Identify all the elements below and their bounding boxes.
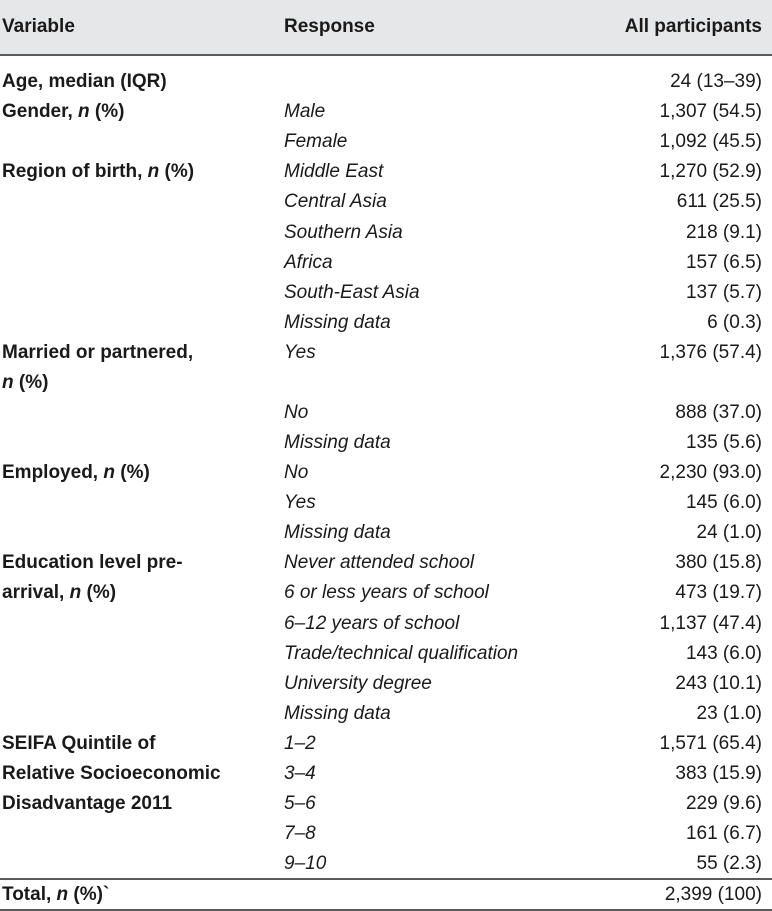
table-row — [0, 759, 772, 789]
value-cell: 611 (25.5) — [676, 191, 762, 212]
table-row — [0, 398, 772, 428]
response-cell: Middle East — [284, 161, 384, 182]
value-cell: 1,307 (54.5) — [659, 101, 762, 122]
value-cell: 243 (10.1) — [675, 673, 762, 694]
table-row — [0, 278, 772, 308]
value-cell: 1,270 (52.9) — [659, 161, 762, 182]
value-cell: 218 (9.1) — [685, 222, 762, 243]
table-row — [0, 789, 772, 819]
table-row-age — [0, 67, 772, 97]
value-cell: 157 (6.5) — [685, 252, 762, 273]
value-cell: 137 (5.7) — [685, 282, 762, 303]
variable-seifa-line1: SEIFA Quintile of — [2, 733, 156, 754]
table-row — [0, 669, 772, 699]
table-row — [0, 518, 772, 548]
response-cell: Missing data — [284, 522, 391, 543]
value-cell: 1,571 (65.4) — [659, 733, 762, 754]
response-cell: Yes — [284, 342, 316, 363]
table-row — [0, 157, 772, 187]
value-cell: 55 (2.3) — [696, 853, 762, 874]
variable-seifa-line2: Relative Socioeconomic — [2, 763, 221, 784]
variable-married-line2: n (%) — [2, 372, 49, 393]
value-cell: 135 (5.6) — [685, 432, 762, 453]
table-row — [0, 699, 772, 729]
value-cell: 143 (6.0) — [685, 643, 762, 664]
response-cell: 6 or less years of school — [284, 582, 489, 603]
value-cell: 473 (19.7) — [675, 582, 762, 603]
response-cell: 7–8 — [284, 823, 316, 844]
header-response: Response — [284, 16, 375, 37]
response-cell: Africa — [284, 252, 333, 273]
value-cell: 380 (15.8) — [675, 552, 762, 573]
table-row — [0, 428, 772, 458]
response-cell: Missing data — [284, 432, 391, 453]
variable-gender: Gender, n (%) — [2, 101, 125, 122]
value-cell: 383 (15.9) — [675, 763, 762, 784]
response-cell: Male — [284, 101, 326, 122]
response-cell: University degree — [284, 673, 432, 694]
response-cell: No — [284, 462, 309, 483]
response-cell: 5–6 — [284, 793, 316, 814]
table-row — [0, 488, 772, 518]
value-cell: 229 (9.6) — [685, 793, 762, 814]
response-cell: Missing data — [284, 312, 391, 333]
variable-employed: Employed, n (%) — [2, 462, 150, 483]
response-cell: South-East Asia — [284, 282, 420, 303]
variable-age: Age, median (IQR) — [2, 71, 167, 92]
table-row — [0, 609, 772, 639]
table-row — [0, 578, 772, 608]
response-cell: 9–10 — [284, 853, 327, 874]
response-cell: Female — [284, 131, 348, 152]
value-cell: 1,376 (57.4) — [659, 342, 762, 363]
value-cell: 23 (1.0) — [696, 703, 762, 724]
table-row — [0, 338, 772, 368]
table-header — [0, 0, 772, 56]
table-row-total — [0, 880, 772, 910]
table-row — [0, 248, 772, 278]
table-row — [0, 849, 772, 879]
table-row — [0, 97, 772, 127]
table-row — [0, 308, 772, 338]
variable-married-line1: Married or partnered, — [2, 342, 194, 363]
value-cell: 2,230 (93.0) — [659, 462, 762, 483]
table-row — [0, 458, 772, 488]
value-cell: 888 (37.0) — [675, 402, 762, 423]
table-row — [0, 819, 772, 849]
variable-education-line1: Education level pre- — [2, 552, 183, 573]
header-all-participants: All participants — [624, 16, 762, 37]
value-total: 2,399 (100) — [664, 884, 762, 905]
response-cell: Southern Asia — [284, 222, 403, 243]
value-age: 24 (13–39) — [670, 71, 762, 92]
response-cell: 3–4 — [284, 763, 316, 784]
variable-seifa-line3: Disadvantage 2011 — [2, 793, 173, 814]
table-row — [0, 639, 772, 669]
table-row — [0, 187, 772, 217]
variable-total: Total, n (%)` — [2, 884, 110, 905]
value-cell: 6 (0.3) — [707, 312, 762, 333]
response-cell: Never attended school — [284, 552, 475, 573]
value-cell: 145 (6.0) — [685, 492, 762, 513]
response-cell: Missing data — [284, 703, 391, 724]
value-cell: 1,137 (47.4) — [659, 613, 762, 634]
variable-education-line2: arrival, n (%) — [2, 582, 117, 603]
response-cell: Trade/technical qualification — [284, 643, 519, 664]
response-cell: 6–12 years of school — [284, 613, 460, 634]
response-cell: Central Asia — [284, 191, 387, 212]
response-cell: 1–2 — [284, 733, 316, 754]
value-cell: 1,092 (45.5) — [659, 131, 762, 152]
variable-region: Region of birth, n (%) — [2, 161, 195, 182]
value-cell: 161 (6.7) — [685, 823, 762, 844]
value-cell: 24 (1.0) — [696, 522, 762, 543]
header-variable: Variable — [2, 16, 75, 37]
table-row — [0, 548, 772, 578]
response-cell: No — [284, 402, 309, 423]
table-row — [0, 729, 772, 759]
table-row — [0, 218, 772, 248]
response-cell: Yes — [284, 492, 316, 513]
table-row — [0, 127, 772, 157]
